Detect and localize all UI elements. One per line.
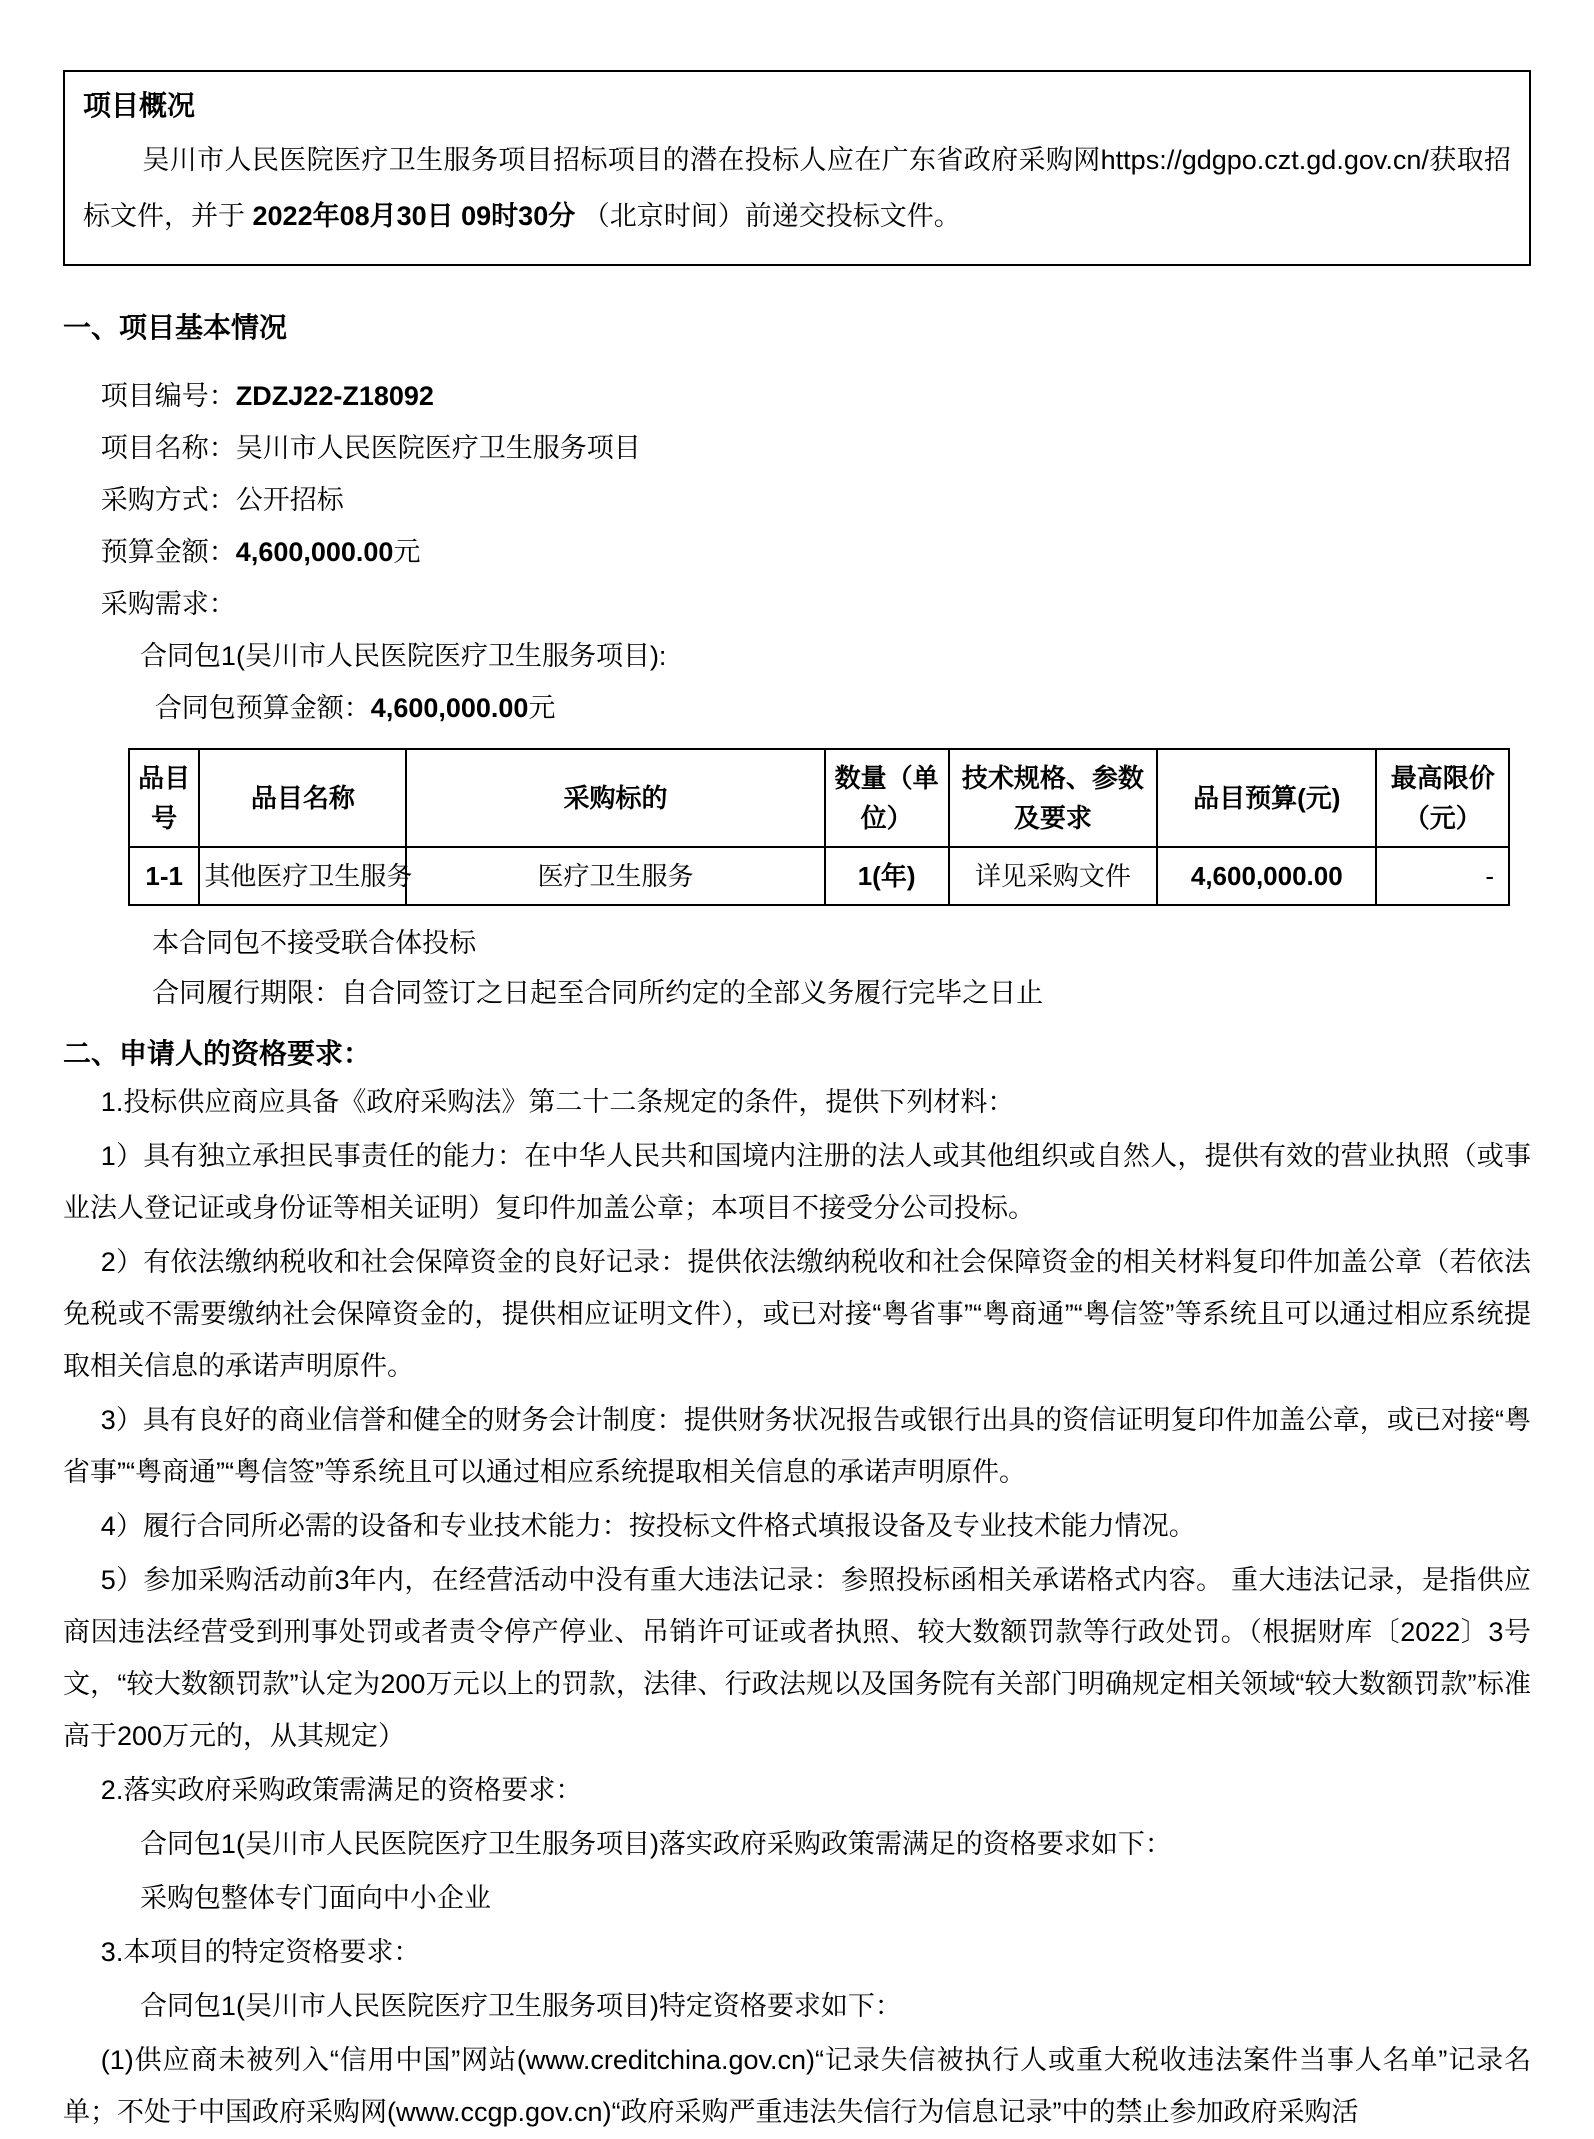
procurement-items-table: [128, 748, 1510, 906]
overview-deadline-datetime: 2022年08月30日 09时30分: [252, 201, 576, 231]
contract-budget-unit: 元: [528, 693, 556, 723]
contract-package-line: 合同包1(吴川市人民医院医疗卫生服务项目):: [139, 641, 667, 671]
requirement-paragraph: 3.本项目的特定资格要求：: [100, 1937, 421, 1967]
col-header-procurement-target: 采购标的: [406, 749, 824, 847]
requirement-paragraph: 1）具有独立承担民事责任的能力：在中华人民共和国境内注册的法人或其他组织或自然人，提供有效的营业执照（或事业法人登记证或身份证等相关证明）复印件加盖公章；本项目不接受分公司投标。: [63, 1141, 1531, 1223]
procurement-method-value: 公开招标: [235, 485, 344, 515]
overview-procurement-url: https://gdgpo.czt.gd.gov.cn/: [1100, 145, 1429, 175]
project-name-value: 吴川市人民医院医疗卫生服务项目: [235, 433, 641, 463]
requirement-paragraph: 2）有依法缴纳税收和社会保障资金的良好记录：提供依法缴纳税收和社会保障资金的相关材料复印件加盖公章（若依法免税或不需要缴纳社会保障资金的，提供相应证明文件），或已对接“粤省事”“粤商通”“粤信签”等系统且可以通过相应系统提取相关信息的承诺声明原件。: [63, 1247, 1531, 1381]
cell-procurement-target: 医疗卫生服务: [406, 847, 824, 905]
field-label: 项目编号：: [100, 381, 236, 411]
field-budget-amount: [63, 526, 1531, 578]
requirement-paragraph-credit-china: (1)供应商未被列入“信用中国”网站(www.creditchina.gov.cn)“记录失信被执行人或重大税收违法案件当事人名单”记录名单；不处于中国政府采购网(www.ccgp.gov.cn)“政府采购严重违法失信行为信息记录”中的禁止参加政府采购活: [63, 2045, 1531, 2127]
note-no-consortium: 本合同包不接受联合体投标: [152, 928, 477, 958]
col-header-item-budget: 品目预算(元): [1157, 749, 1376, 847]
overview-paragraph: [83, 132, 1511, 244]
field-label: 采购方式：: [100, 485, 236, 515]
qualification-requirements: [63, 1076, 1531, 2138]
project-number-value: ZDZJ22-Z18092: [235, 381, 434, 411]
field-label: 预算金额：: [100, 537, 236, 567]
budget-amount-value: 4,600,000.00: [235, 537, 394, 567]
cell-tech-specs: 详见采购文件: [949, 847, 1157, 905]
requirement-paragraph: 4）履行合同所必需的设备和专业技术能力：按投标文件格式填报设备及专业技术能力情况。: [100, 1511, 1196, 1541]
section1-heading: 一、项目基本情况: [63, 312, 288, 343]
field-procurement-method: [63, 474, 1531, 526]
field-project-name: [63, 422, 1531, 474]
requirement-paragraph: 3）具有良好的商业信誉和健全的财务会计制度：提供财务状况报告或银行出具的资信证明复印件加盖公章，或已对接“粤省事”“粤商通”“粤信签”等系统且可以通过相应系统提取相关信息的承诺声明原件。: [63, 1405, 1531, 1487]
requirement-paragraph: 合同包1(吴川市人民医院医疗卫生服务项目)特定资格要求如下：: [139, 1991, 902, 2021]
col-header-quantity-unit: 数量（单位）: [825, 749, 949, 847]
table-row: [129, 847, 1509, 905]
field-procurement-demand: [63, 578, 1531, 630]
field-project-number: [63, 370, 1531, 422]
table-header-row: [129, 749, 1509, 847]
col-header-max-price: 最高限价（元）: [1376, 749, 1509, 847]
requirement-paragraph: 1.投标供应商应具备《政府采购法》第二十二条规定的条件，提供下列材料：: [100, 1087, 1015, 1117]
cell-item-budget: 4,600,000.00: [1157, 847, 1376, 905]
cell-max-price: -: [1376, 847, 1509, 905]
project-overview-box: [63, 70, 1531, 266]
field-label: 采购需求：: [100, 589, 236, 619]
table-notes: [63, 918, 1531, 1018]
field-label: 项目名称：: [100, 433, 236, 463]
requirement-paragraph: 2.落实政府采购政策需满足的资格要求：: [100, 1775, 583, 1805]
cell-item-name: 其他医疗卫生服务: [199, 847, 406, 905]
col-header-item-name: 品目名称: [199, 749, 406, 847]
cell-quantity-unit: 1(年): [825, 847, 949, 905]
requirement-paragraph: 合同包1(吴川市人民医院医疗卫生服务项目)落实政府采购政策需满足的资格要求如下：: [139, 1829, 1172, 1859]
col-header-item-no: 品目号: [129, 749, 199, 847]
col-header-tech-specs: 技术规格、参数及要求: [949, 749, 1157, 847]
overview-text-1: 吴川市人民医院医疗卫生服务项目招标项目的潜在投标人应在广东省政府采购网: [142, 145, 1101, 175]
cell-item-no: 1-1: [129, 847, 199, 905]
section2-heading: 二、申请人的资格要求：: [63, 1038, 372, 1069]
contract-budget-label: 合同包预算金额：: [154, 693, 371, 723]
requirement-paragraph-sme: 采购包整体专门面向中小企业: [139, 1883, 491, 1913]
overview-text-2: 获取招标文件，并于: [83, 145, 1512, 231]
contract-budget-value: 4,600,000.00: [370, 693, 529, 723]
note-contract-duration: 合同履行期限：自合同签订之日起至合同所约定的全部义务履行完毕之日止: [152, 978, 1044, 1008]
overview-title: 项目概况: [83, 90, 196, 121]
project-fields: [63, 370, 1531, 630]
overview-text-3: （北京时间）前递交投标文件。: [575, 201, 961, 231]
contract-budget-line: [63, 682, 1531, 734]
requirement-paragraph: 5）参加采购活动前3年内，在经营活动中没有重大违法记录：参照投标函相关承诺格式内容。 重大违法记录，是指供应商因违法经营受到刑事处罚或者责令停产停业、吊销许可证或者执照、较大数额罚款等行政处罚。（根据财库〔2022〕3号文，“较大数额罚款”认定为200万元以上的罚款，法律、行政法规以及国务院有关部门明确规定相关领域“较大数额罚款”标准高于200万元的，从其规定）: [63, 1565, 1531, 1751]
budget-amount-unit: 元: [393, 537, 421, 567]
